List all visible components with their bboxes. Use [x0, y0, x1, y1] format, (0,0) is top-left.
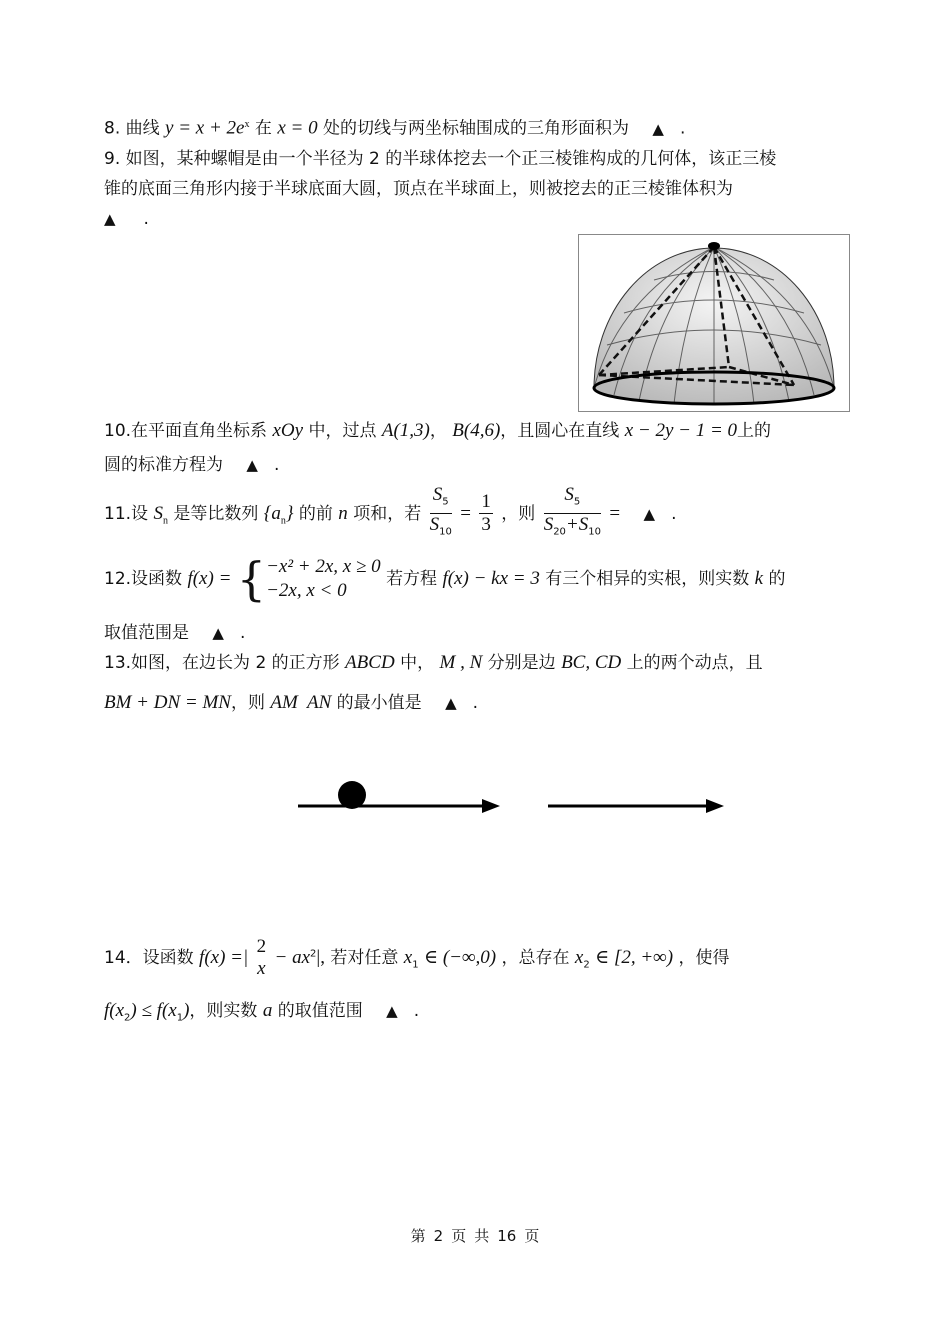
question-9-line-2: 锥的底面三角形内接于半球底面大圆，顶点在半球面上，则被挖去的正三棱锥体积为 [104, 179, 733, 199]
fraction-2-over-x: 2 x [256, 936, 267, 979]
fraction-s5-s10: $\frac{S_5}{S_{10}}$ [429, 484, 452, 538]
question-13-line-2: BM + DN = MN，则 AM AN 的最小值是 ▲ . [104, 692, 479, 713]
left-brace: { [236, 552, 267, 606]
answer-blank: ▲ [652, 119, 664, 138]
answer-blank: ▲ [386, 1002, 398, 1020]
arrow-left-head [482, 799, 500, 813]
hemisphere-drawing [579, 235, 849, 411]
answer-blank: ▲ [643, 504, 656, 523]
arrow-right-head [706, 799, 724, 813]
answer-blank: ▲ [445, 694, 457, 712]
fraction-target: $\frac{S_5}{S_{20}+S_{10}}$ [543, 484, 601, 538]
question-10-line-2: 圆的标准方程为 ▲ . [104, 455, 280, 475]
question-14: 14．设函数 f(x) =| 2 x − $ax^2|$, 若对任意 $x_1$ ∈ (−∞,0) ，总存在 $x_2$ ∈ [2, +∞) ，使得 [104, 936, 730, 979]
piecewise-cases: −x² + 2x, x ≥ 0 −2x, x < 0 [266, 556, 381, 601]
page-total: 16 [497, 1227, 517, 1245]
question-9-line-1: 9. 如图，某种螺帽是由一个半径为 2 的半球体挖去一个正三棱锥构成的几何体，该正三棱 [104, 149, 777, 169]
page-footer: 第 2 页 共 16 页 [410, 1227, 540, 1245]
answer-blank: ▲ [246, 456, 258, 474]
question-13: 13.如图，在边长为 2 的正方形 ABCD 中， M , N 分别是边 BC, CD 上的两个动点，且 [104, 652, 763, 673]
fraction-one-third: $\frac{1}{3}$ [481, 491, 491, 536]
question-8: 8. 曲线 $y = x + 2e^x$ 在 x = 0 处的切线与两坐标轴围成的三角形面积为 ▲ . [104, 117, 686, 139]
page-number: 2 [433, 1227, 444, 1245]
answer-blank: ▲ [212, 624, 224, 642]
hemisphere-figure [578, 234, 850, 412]
question-9-line-3: ▲ . [104, 209, 149, 229]
answer-blank: ▲ [104, 210, 116, 228]
vector-arrows-figure [290, 775, 740, 825]
question-14-line-2: $f(x_2) \le f(x_1)$，则实数 a 的取值范围 ▲ . [104, 1000, 420, 1024]
question-10: 10.在平面直角坐标系 xOy 中，过点 A(1,3)， B(4,6)，且圆心在直线 x − 2y − 1 = 0上的 [104, 420, 772, 441]
question-11: 11.设 $S_n$ 是等比数列 $\{a_n\}$ 的前 n 项和，若 $\frac{S_5}{S_{10}}$ = $\frac{1}{3}$ ，则 $\frac{S_5}{S_{20}+S_{10}}$ = ▲ . [104, 484, 676, 544]
question-12: 12.设函数 f(x) = { −x² + 2x, x ≥ 0 −2x, x < 0 若方程 f(x) − kx = 3 有三个相异的实根，则实数 k 的 [104, 552, 786, 606]
question-12-line-2: 取值范围是 ▲ . [104, 623, 246, 643]
